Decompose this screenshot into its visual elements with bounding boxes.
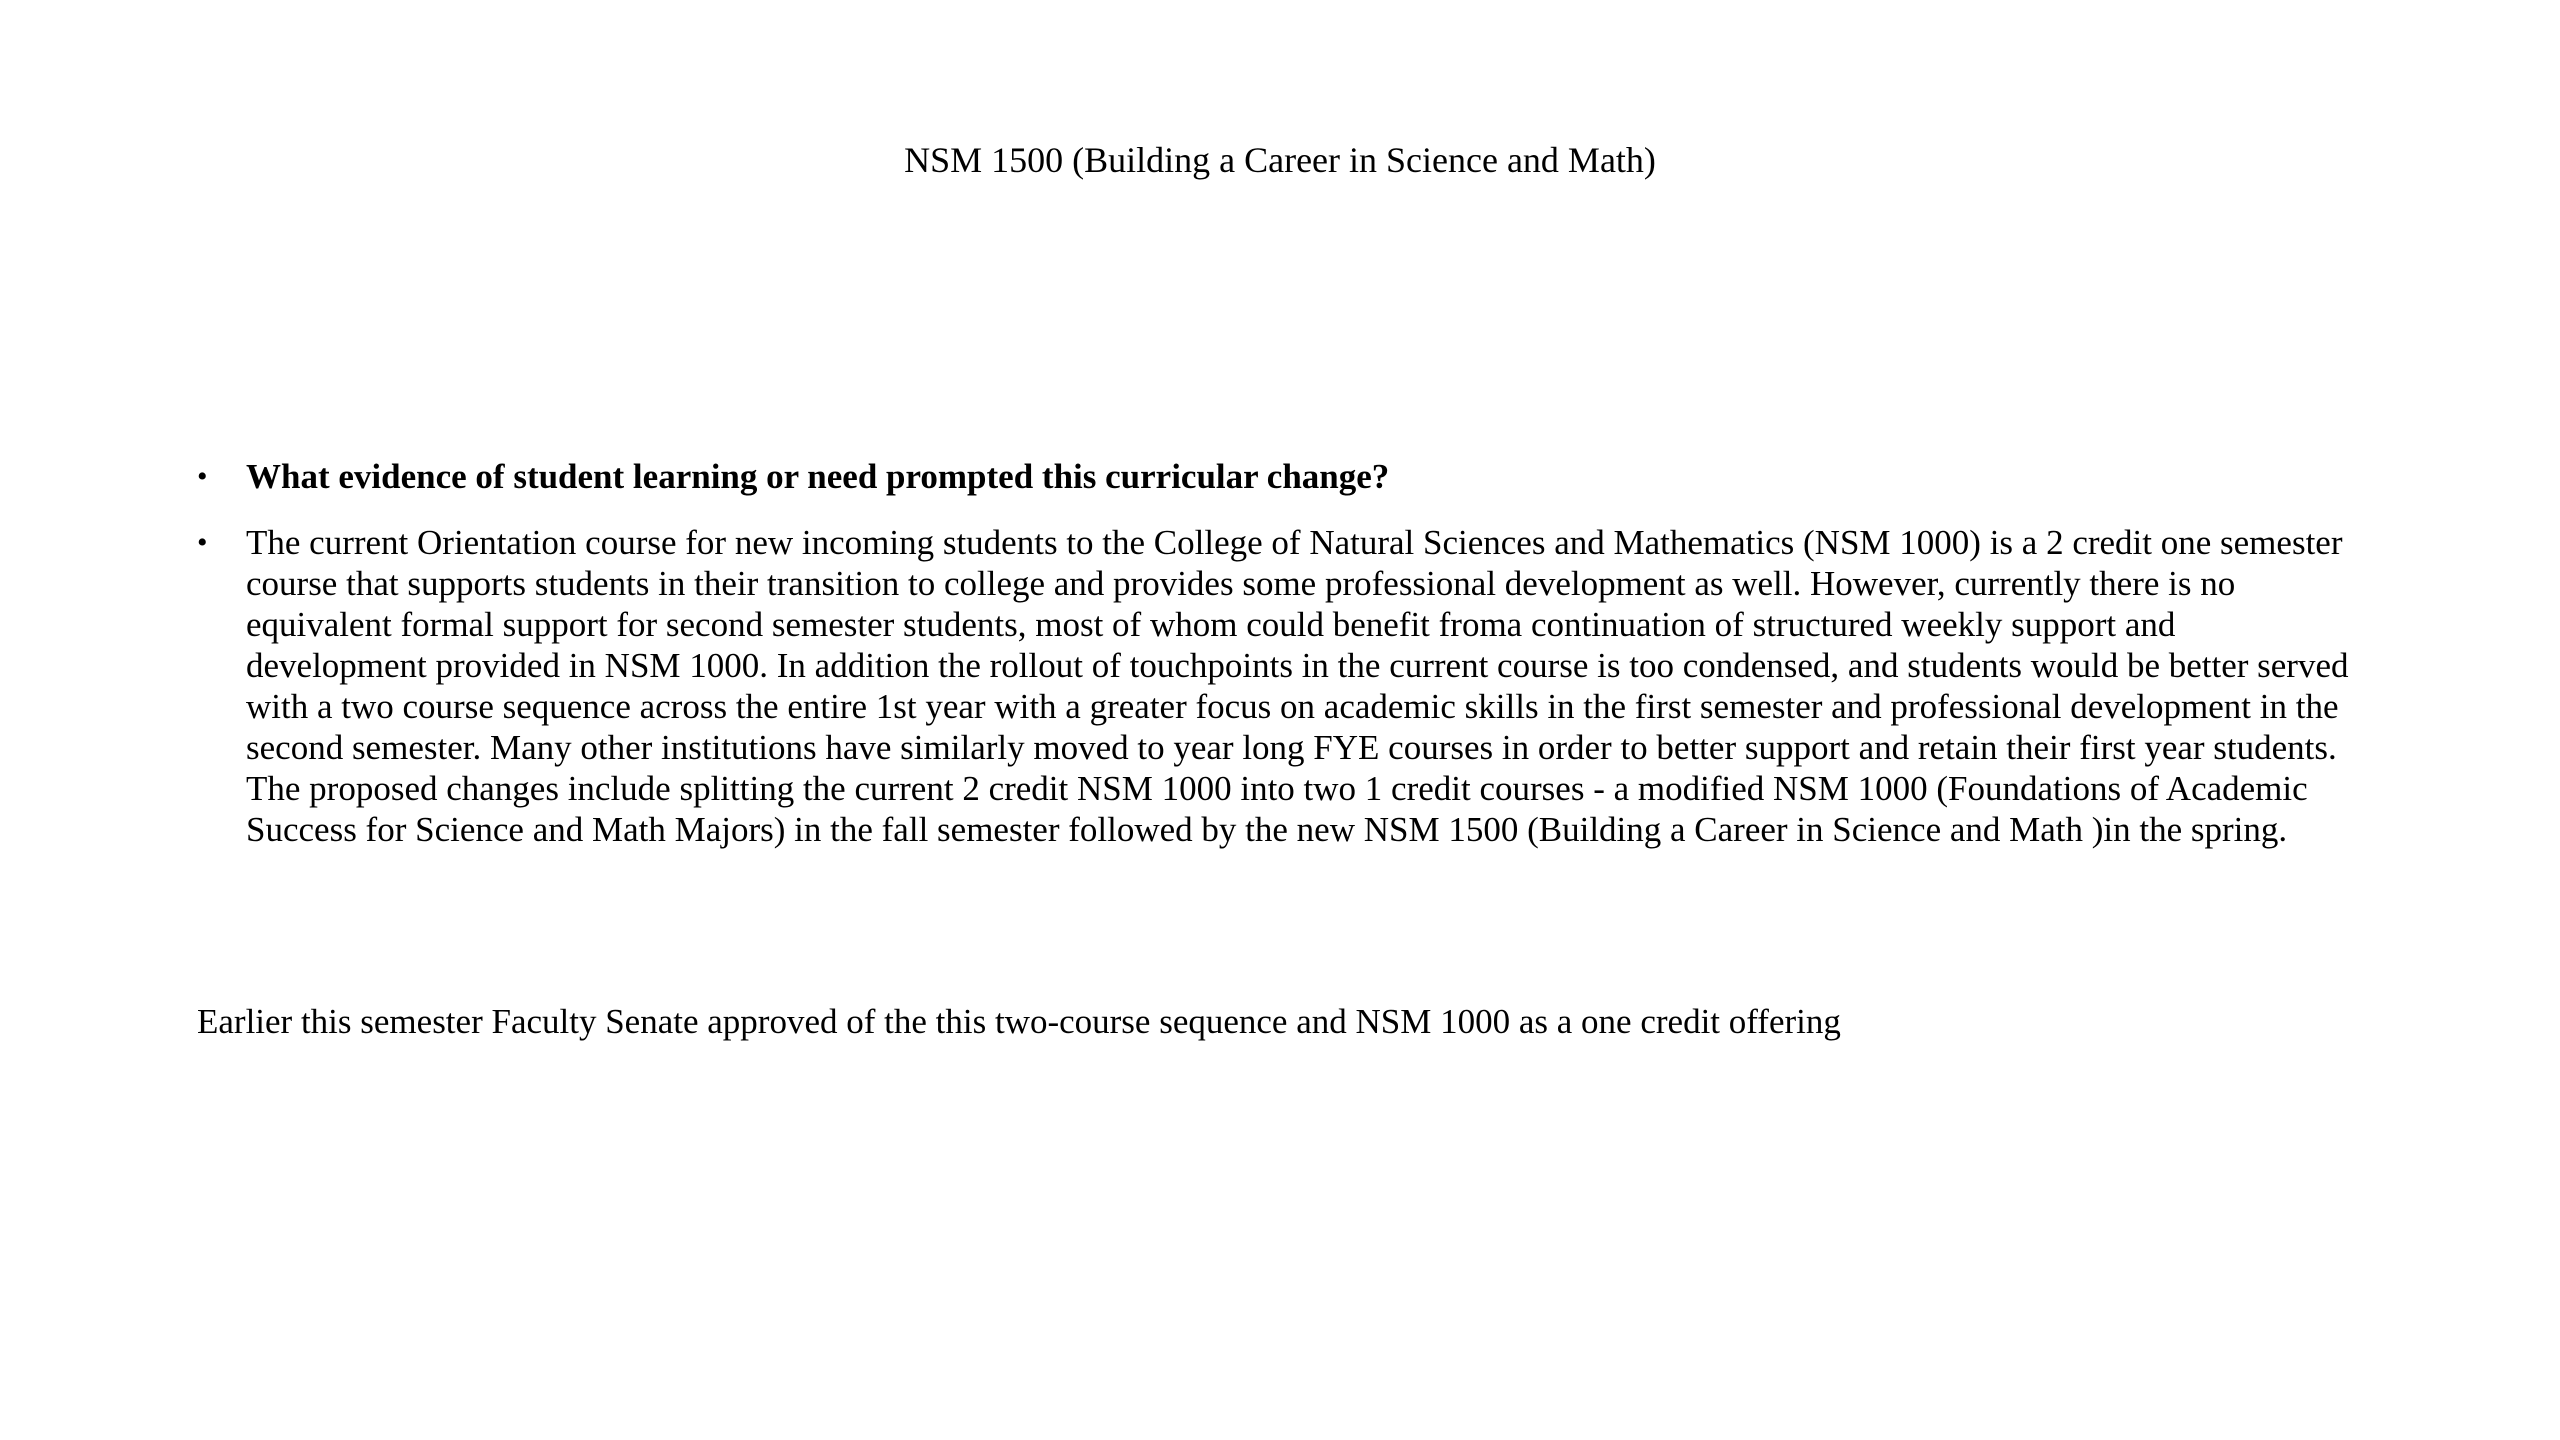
bullet-item-question (197, 456, 2357, 497)
bullet-list (197, 456, 2357, 850)
bullet-answer-text: The current Orientation course for new incoming students to the College of Natural Sciences and Mathematics (NSM 1000) is a 2 credit one semester course that supports students in their transition to college and provides some professional development as well. However, currently there is no equivalent formal support for second semester students, most of whom could benefit froma continuation of structured weekly support and development provided in NSM 1000. In addition the rollout of touchpoints in the current course is too condensed, and students would be better served with a two course sequence across the entire 1st year with a greater focus on academic skills in the first semester and professional development in the second semester. Many other institutions have similarly moved to year long FYE courses in order to better support and retain their first year students. The proposed changes include splitting the current 2 credit NSM 1000 into two 1 credit courses - a modified NSM 1000 (Foundations of Academic Success for Science and Math Majors) in the fall semester followed by the new NSM 1500 (Building a Career in Science and Math )in the spring. (246, 523, 2349, 849)
slide-title: NSM 1500 (Building a Career in Science and Math) (904, 140, 1656, 180)
senate-approval-note: Earlier this semester Faculty Senate approved of the this two-course sequence and NSM 1000 as a one credit offering (197, 1002, 1841, 1041)
bullet-icon: • (197, 460, 208, 493)
bullet-icon: • (197, 526, 208, 559)
bullet-question-text: What evidence of student learning or need prompted this curricular change? (246, 457, 1390, 496)
bullet-item-answer (197, 522, 2357, 850)
